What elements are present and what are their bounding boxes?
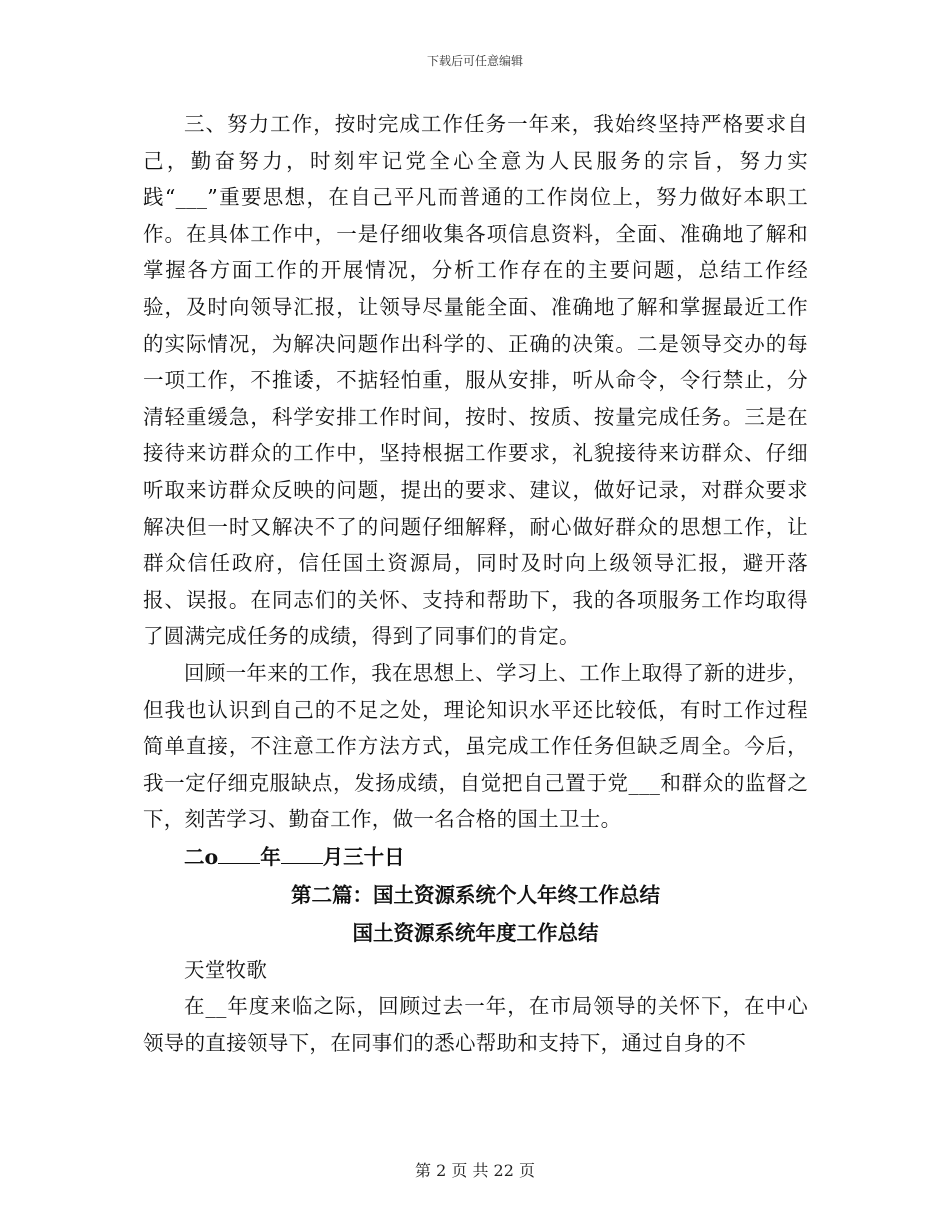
chapter-heading: 第二篇：国土资源系统个人年终工作总结 [291, 882, 660, 907]
month-blank [281, 845, 323, 864]
paragraph-intro: 在__年度来临之际，回顾过去一年，在市局领导的关怀下，在中心领导的直接领导下，在同事们的悉心帮助和支持下，通过自身的不 [143, 994, 808, 1056]
paragraph-work-tasks: 三、努力工作，按时完成工作任务一年来，我始终坚持严格要求自己，勤奋努力，时刻牢记党全心全意为人民服务的宗旨，努力实践“___”重要思想，在自己平凡而普通的工作岗位上，努力做好本职工作。在具体工作中，一是仔细收集各项信息资料，全面、准确地了解和掌握各方面工作的开展情况，分析工作存在的主要问题，总结工作经验，及时向领导汇报，让领导尽量能全面、准确地了解和掌握最近工作的实际情况，为解决问题作出科学的、正确的决策。二是领导交办的每一项工作，不推诿，不掂轻怕重，服从安排，听从命令，令行禁止，分清轻重缓急，科学安排工作时间，按时、按质、按量完成任务。三是在接待来访群众的工作中，坚持根据工作要求，礼貌接待来访群众、仔细听取来访群众反映的问题，提出的要求、建议，做好记录，对群众要求解决但一时又解决不了的问题仔细解释，耐心做好群众的思想工作，让群众信任政府，信任国土资源局，同时及时向上级领导汇报，避开落报、误报。在同志们的关怀、支持和帮助下，我的各项服务工作均取得了圆满完成任务的成绩，得到了同事们的肯定。 [143, 112, 808, 649]
document-body [143, 106, 808, 1062]
page-footer: 第 2 页 共 22 页 [415, 1161, 535, 1180]
date-month-suffix: 月三十日 [322, 844, 405, 869]
page-header: 下载后可任意编辑 [426, 54, 523, 68]
date-line [143, 838, 808, 876]
date-year-suffix: 年 [260, 844, 281, 869]
paragraph-review: 回顾一年来的工作，我在思想上、学习上、工作上取得了新的进步，但我也认识到自己的不足之处，理论知识水平还比较低，有时工作过程简单直接，不注意工作方法方式，虽完成工作任务但缺乏周全。今后，我一定仔细克服缺点，发扬成绩，自觉把自己置于党___和群众的监督之下，刻苦学习、勤奋工作，做一名合格的国土卫士。 [143, 660, 808, 832]
date-prefix: 二o [184, 844, 219, 869]
year-blank [218, 845, 260, 864]
document-title: 国土资源系统年度工作总结 [352, 920, 599, 945]
author-line: 天堂牧歌 [184, 957, 268, 982]
